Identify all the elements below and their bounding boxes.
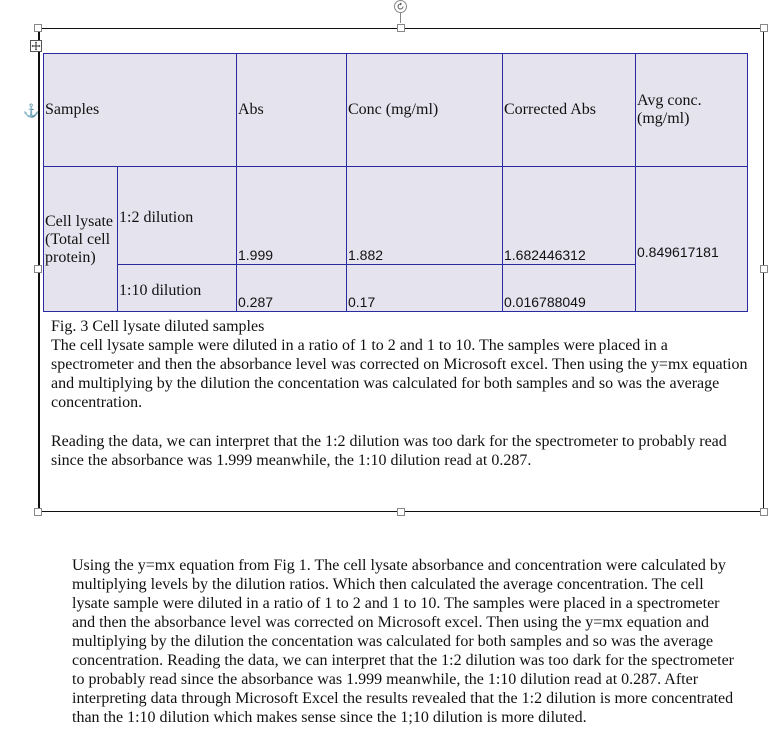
dilution-label: 1:10 dilution <box>118 265 237 312</box>
header-samples: Samples <box>44 54 237 167</box>
box-paragraph-methods: The cell lysate sample were diluted in a ratio of 1 to 2 and 1 to 10. The samples were placed in a spectrometer and then the absorbance level was corrected on Microsoft excel. Then using the y=mx equation and multiplying by the dilution the concentation was calculated for both samples and so was the average concentration. <box>51 337 748 411</box>
cell-lysate-label: Cell lysate (Total cell protein) <box>44 167 118 312</box>
table-header-row <box>44 54 748 167</box>
dilution-label: 1:2 dilution <box>118 167 237 265</box>
resize-handle-top[interactable] <box>397 24 405 32</box>
anchor-icon: ⚓ <box>23 103 40 118</box>
header-abs: Abs <box>237 54 347 167</box>
conc-value: 0.17 <box>347 265 503 312</box>
resize-handle-bottom-right[interactable] <box>760 508 768 516</box>
corrected-abs-value: 1.682446312 <box>503 167 636 265</box>
abs-value: 0.287 <box>237 265 347 312</box>
corrected-abs-value: 0.016788049 <box>503 265 636 312</box>
header-conc: Conc (mg/ml) <box>347 54 503 167</box>
figure-caption: Fig. 3 Cell lysate diluted samples <box>51 318 265 335</box>
box-paragraph-interpretation: Reading the data, we can interpret that the 1:2 dilution was too dark for the spectrometer to probably read since the absorbance was 1.999 meanwhile, the 1:10 dilution read at 0.287. <box>51 433 727 469</box>
header-avg-conc: Avg conc. (mg/ml) <box>636 54 748 167</box>
avg-conc-value: 0.849617181 <box>636 167 748 312</box>
table-row <box>44 167 748 265</box>
table-move-icon[interactable] <box>30 40 42 52</box>
resize-handle-bottom-left[interactable] <box>34 508 42 516</box>
body-paragraph: Using the y=mx equation from Fig 1. The cell lysate absorbance and concentration were calculated by multiplying levels by the dilution ratios. Which then calculated the average concentration. The cell lysate sample were diluted in a ratio of 1 to 2 and 1 to 10. The samples were placed in a spectrometer and then the absorbance level was corrected on Microsoft excel. Then using the y=mx equation and multiplying by the dilution the concentation was calculated for both samples and so was the average concentration. Reading the data, we can interpret that the 1:2 dilution was too dark for the spectrometer to probably read since the absorbance was 1.999 meanwhile, the 1:10 dilution read at 0.287. After interpreting data through Microsoft Excel the results revealed that the 1:2 dilution is more concentrated than the 1:10 dilution which makes sense since the 1;10 dilution is more diluted. <box>72 557 734 726</box>
conc-value: 1.882 <box>347 167 503 265</box>
abs-value: 1.999 <box>237 167 347 265</box>
samples-table <box>43 53 748 312</box>
resize-handle-top-right[interactable] <box>760 24 768 32</box>
resize-handle-top-left[interactable] <box>34 24 42 32</box>
rotation-handle-stem <box>400 13 401 23</box>
rotate-icon[interactable] <box>394 0 407 13</box>
resize-handle-right[interactable] <box>760 265 768 273</box>
header-corrected-abs: Corrected Abs <box>503 54 636 167</box>
resize-handle-left[interactable] <box>34 265 42 273</box>
resize-handle-bottom[interactable] <box>397 508 405 516</box>
